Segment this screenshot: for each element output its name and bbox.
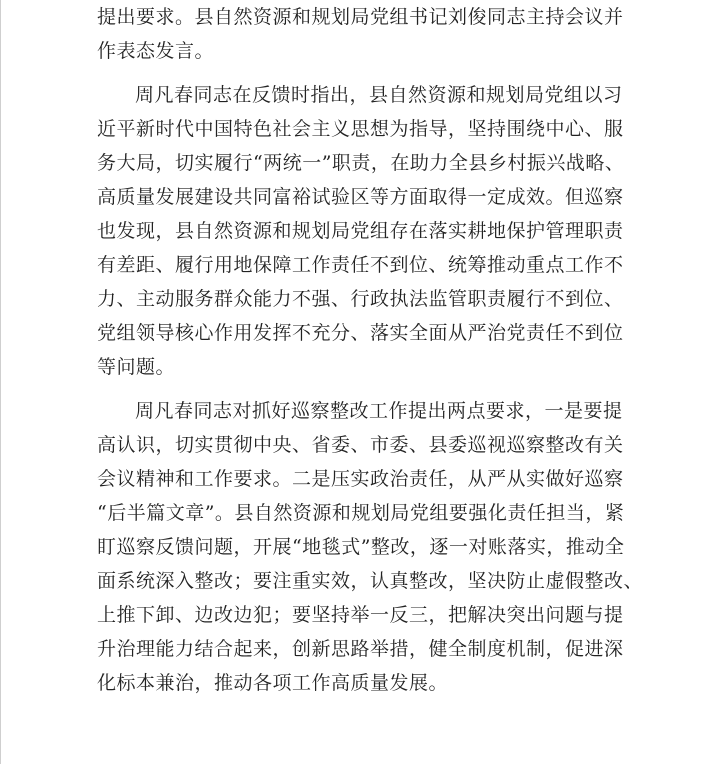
text-line: 周凡春同志对抓好巡察整改工作提出两点要求，一是要提	[135, 400, 623, 422]
text-line: 也发现，县自然资源和规划局党组存在落实耕地保护管理职责	[97, 220, 624, 242]
text-line: 高认识，切实贯彻中央、省委、市委、县委巡视巡察整改有关	[97, 434, 624, 456]
text-line: 会议精神和工作要求。二是压实政治责任，从严从实做好巡察	[97, 468, 624, 490]
text-line: 面系统深入整改；要注重实效，认真整改，坚决防止虚假整改、	[97, 570, 644, 592]
text-line: “后半篇文章”。县自然资源和规划局党组要强化责任担当，紧	[97, 502, 625, 524]
text-line: 上推下卸、边改边犯；要坚持举一反三，把解决突出问题与提	[97, 604, 624, 626]
text-line: 力、主动服务群众能力不强、行政执法监管职责履行不到位、	[97, 288, 624, 310]
text-line: 周凡春同志在反馈时指出，县自然资源和规划局党组以习	[135, 84, 623, 106]
page-border	[0, 0, 1, 764]
text-line: 提出要求。县自然资源和规划局党组书记刘俊同志主持会议并	[97, 6, 624, 28]
article-body	[97, 0, 644, 700]
text-line: 化标本兼治，推动各项工作高质量发展。	[97, 672, 449, 694]
text-line: 近平新时代中国特色社会主义思想为指导，坚持围绕中心、服	[97, 118, 624, 140]
paragraph-2	[97, 78, 637, 384]
text-line: 升治理能力结合起来，创新思路举措，健全制度机制，促进深	[97, 638, 624, 660]
text-line: 盯巡察反馈问题，开展“地毯式”整改，逐一对账落实，推动全	[97, 536, 625, 558]
text-line: 有差距、履行用地保障工作责任不到位、统筹推动重点工作不	[97, 254, 624, 276]
paragraph-1	[97, 0, 637, 68]
text-line: 作表态发言。	[97, 40, 215, 62]
text-line: 党组领导核心作用发挥不充分、落实全面从严治党责任不到位	[97, 322, 624, 344]
text-line: 高质量发展建设共同富裕试验区等方面取得一定成效。但巡察	[97, 186, 624, 208]
text-line: 等问题。	[97, 356, 176, 378]
paragraph-3	[97, 394, 644, 700]
text-line: 务大局，切实履行“两统一”职责，在助力全县乡村振兴战略、	[97, 152, 625, 174]
